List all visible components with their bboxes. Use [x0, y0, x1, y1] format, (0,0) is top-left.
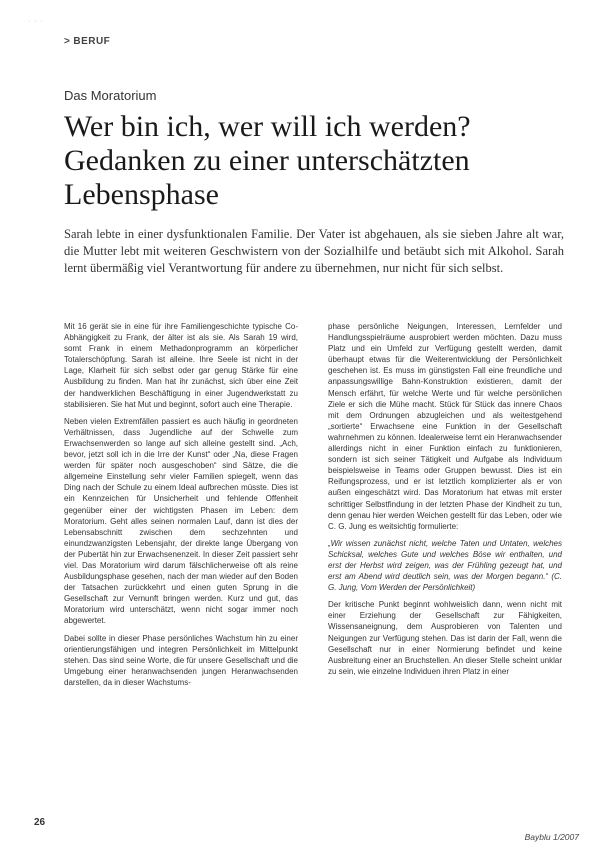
- body-paragraph: Mit 16 gerät sie in eine für ihre Familiengeschichte typische Co-Abhängigkeit zu Frank, der älter ist als sie. Als Sarah 19 wird, somt Frank in einem Methadonprogramm an körperlicher Totalerschöpfung. Sarah ist alleine. Ihre Seele ist nicht in der Lage, Klarheit für sich selbst oder gar genug Stärke für eine Ausbildung zu finden. Man hat ihr zunächst, sich über eine Zeit der handwerklichen Beschäftigung in einer Jugendwerkstatt zu stabilisieren. Sie hat Mut und beginnt, sofort auch eine Therapie.: [64, 322, 298, 409]
- article-lead: Sarah lebte in einer dysfunktionalen Familie. Der Vater ist abgehauen, als sie sieben Jahre alt war, die Mutter lebt mit weiteren Geschwistern von der Sozialhilfe und betäubt sich mit Alkohol. Sarah lernt übermäßig viel Verantwortung für andere zu übernehmen, nur nicht für sich selbst.: [64, 227, 564, 275]
- section-tag: [64, 36, 110, 47]
- article-headline: Wer bin ich, wer will ich werden? Gedanken zu einer unterschätzten Lebensphase: [64, 110, 471, 211]
- body-paragraph: Der kritische Punkt beginnt wohlweislich dann, wenn nicht mit einer Erziehung der Gesellschaft zur Fähigkeiten, Wissensaneignung, dem Ausprobieren von Talenten und Neigungen zur Verfügung stehen. Das ist darin der Fall, wenn die Gesellschaft nur in einer Normierung befindet und keine Ausbreitung einer an Bruchstellen. An dieser Stelle scheint unklar zu sein, wie einzelne Individuen ihren Platz in einer: [328, 600, 562, 676]
- article-column-right: [328, 321, 562, 683]
- body-paragraph: Neben vielen Extremfällen passiert es auch häufig in geordneten Verhältnissen, dass Jugendliche auf der Schwelle zum Erwachsenwerden so lange auf sich alleine gestellt sind. „Ach, bevor, jetzt soll ich in die Irre der Kunst“ oder „Na, diese Fragen werden für später noch ausgeschoben“ sind Sätze, die die allgemeine Einstellung sehr vieler Familien spiegelt, wenn das Ding nach der Schule zu einem Ideal aufbrechen müsste. Dies ist ein Kennzeichen für Unsicherheit und fehlende Offenheit gegenüber einer der wichtigsten Phasen im Leben: dem Moratorium. Geht alles seinen normalen Lauf, dann ist dies der Lebensabschnitt zwischen dem sechzehnten und einundzwanzigsten Lebensjahr, der direkte lange Übergang von der Pubertät hin zur Erwachsenenzeit. In dieser Zeit passiert sehr viel. Das Moratorium wird darum fälschlicherweise oft als reine Ausbildungsphase gesehen, nach der man wieder auf den Boden der Tatsachen zurückkehrt und einen guten Sprung in die Gesellschaft zur Vernunft bringen werden. Kurz und gut, das Moratorium wird unterschätzt, wenn nicht sogar immer noch abgewertet.: [64, 416, 298, 626]
- footer-source: Bayblu 1/2007: [524, 832, 579, 842]
- body-paragraph: Dabei sollte in dieser Phase persönliches Wachstum hin zu einer orientierungsfähigen und integren Persönlichkeit im Mittelpunkt stehen. Das sind seine Worte, die für unsere Gesellschaft und die Umgebung einer heranwachsenden jungen Heranwachsenden darstellen, da in dieser Wachstums-: [64, 633, 298, 687]
- corner-mark: · · ·: [28, 18, 44, 25]
- section-label: BERUF: [73, 36, 111, 47]
- section-arrow-icon: >: [64, 36, 71, 47]
- page-number: 26: [34, 817, 46, 828]
- article-kicker: Das Moratorium: [64, 88, 157, 103]
- body-paragraph: phase persönliche Neigungen, Interessen, Lernfelder und Handlungsspielräume ausprobiert werden möchten. Dazu muss Platz und ein Umfeld zur Verfügung gestellt werden, damit überhaupt etwas für die Weiterentwicklung der Persönlichkeit geschehen ist. Es muss im günstigsten Fall eine freundliche und anpassungswillige Bahn-Konstruktion existieren, damit der Mensch erfährt, für welche Werte und für welche persönlichen Ziele er sich die Mühe macht. Stück für Stück das innere Chaos mit dem Ordnungen abzugleichen und als weitestgehend „sortierte“ Erwachsene eine Funktion in der Gesellschaft wahrnehmen zu können. Idealerweise lernt ein Heranwachsender allerdings nicht in einer Funktion einfach zu funktionieren, sondern ist sich seiner Tätigkeit und Aufgabe als Individuum beispielsweise in Teams oder Gruppen bewusst. Dies ist ein Reifungsprozess, und er ist letztlich komplizierter als er von außen eingeschätzt wird. Das Moratorium hat etwas mit erster schrittiger Selbstfindung in der letzten Phase der Kindheit zu tun, denn genau hier werden Weichen gestellt für das Leben, oder wie C. G. Jung es weitsichtig formulierte:: [328, 322, 562, 531]
- article-column-left: [64, 321, 298, 694]
- jung-quote: „Wir wissen zunächst nicht, welche Taten und Untaten, welches Schicksal, welches Gute und welches Böse wir enthalten, und erst der Herbst wird zeigen, was der Frühling gezeugt hat, und erst am Abend wird deutlich sein, was der Morgen begann.“ (C. G. Jung, Vom Werden der Persönlichkeit): [328, 538, 562, 593]
